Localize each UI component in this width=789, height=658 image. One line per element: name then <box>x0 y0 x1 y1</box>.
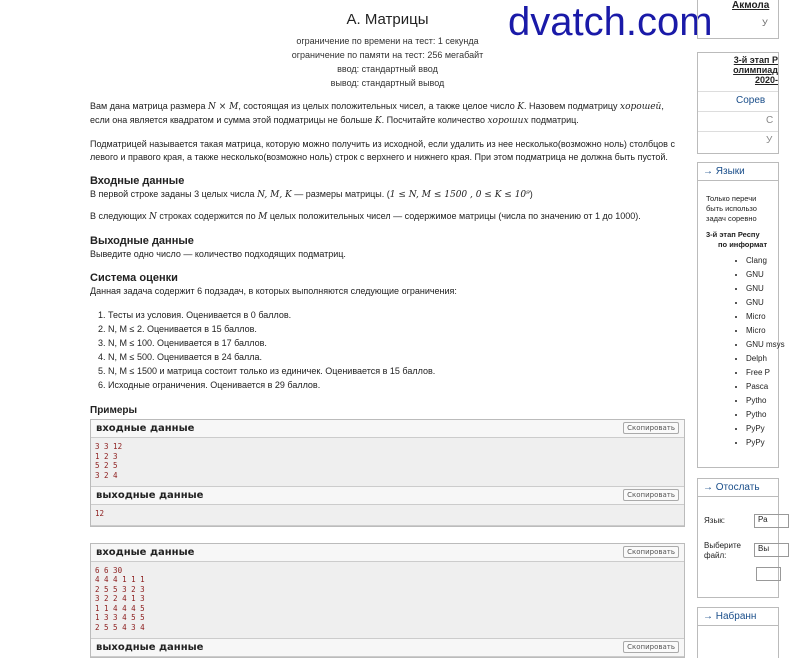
scoring-section-title: Система оценки <box>90 272 685 284</box>
example-output-header <box>91 487 684 505</box>
example-input-label: входные данные <box>96 423 194 434</box>
example-input-header <box>91 544 684 562</box>
favorites-title: → Набранн <box>703 611 756 622</box>
sidebar-top-link[interactable]: Акмола <box>732 0 769 11</box>
example-input-label: входные данные <box>96 547 194 558</box>
example-2 <box>90 543 685 658</box>
input-text: В следующих <box>90 211 149 221</box>
math-k: K <box>375 116 382 126</box>
input-text: — размеры матрицы. ( <box>292 189 390 199</box>
math-n-times-m: N × M <box>208 102 238 112</box>
input-text: строках содержится по <box>157 211 258 221</box>
math-n: N <box>149 212 157 222</box>
languages-list <box>698 254 778 450</box>
sidebar-contest-header <box>697 0 779 39</box>
language-item: • Clang <box>746 254 778 268</box>
term-good: хороших <box>487 116 528 126</box>
languages-contest-name: по информат <box>706 240 778 250</box>
example-output-label: выходные данные <box>96 642 203 653</box>
example-output-text: 12 <box>91 505 684 526</box>
language-item: • Delph <box>746 352 778 366</box>
legend-text: . Посчитайте количество <box>382 115 488 125</box>
input-paragraph-2 <box>90 210 685 224</box>
example-output-header <box>91 639 684 657</box>
example-input-header <box>91 420 684 438</box>
sidebar-submit-box <box>697 478 779 598</box>
input-text: ) <box>530 189 533 199</box>
legend-text: Вам дана матрица размера <box>90 101 208 111</box>
input-file: ввод: стандартный ввод <box>90 62 685 76</box>
legend-text: , состоящая из целых положительных чисел, а также целое число <box>238 101 517 111</box>
contest-name-line: 3-й этап Р <box>714 55 778 65</box>
language-item: • PyPy <box>746 422 778 436</box>
language-item: • Pytho <box>746 394 778 408</box>
submit-language-label: Язык: <box>704 516 725 525</box>
contest-status-text: Сорев <box>736 95 765 106</box>
legend-paragraph-2: Подматрицей называется такая матрица, которую можно получить из исходной, если удалить из нее несколько(возможно ноль) столбцов с левого и правого края, а также несколько(возможно ноль) строк с верхнего и нижнего края. При этом подматрица не должна быть пустой. <box>90 138 685 164</box>
math-nmk: N, M, K <box>257 190 292 200</box>
submit-language-select[interactable]: Ра <box>754 514 789 528</box>
languages-contest-name: 3-й этап Респу <box>706 230 778 240</box>
legend-text: , если она является квадратом и сумма этой подматрицы не больше <box>90 101 664 125</box>
submit-file-button[interactable]: Вы <box>754 543 789 557</box>
output-section-title: Выходные данные <box>90 235 685 247</box>
subtask-item: 6. Исходные ограничения. Оценивается в 29 баллов. <box>108 378 685 392</box>
sidebar-languages-box <box>697 162 779 468</box>
languages-description <box>698 181 778 250</box>
language-item: • GNU <box>746 296 778 310</box>
examples-title: Примеры <box>90 405 685 416</box>
problem-title: A. Матрицы <box>90 11 685 28</box>
contest-row-text: У <box>766 135 772 146</box>
language-item: • Micro <box>746 324 778 338</box>
submit-header <box>698 479 778 497</box>
subtask-item: 1. Тесты из условия. Оценивается в 0 баллов. <box>108 308 685 322</box>
input-paragraph-1 <box>90 188 685 202</box>
submit-file-label: Выберите <box>704 541 741 550</box>
contest-name[interactable] <box>714 55 778 85</box>
language-item: • Pasca <box>746 380 778 394</box>
languages-desc-line: быть использо <box>706 204 778 214</box>
contest-name-line: олимпиад <box>714 65 778 75</box>
term-good: хорошей <box>620 102 661 112</box>
example-1 <box>90 419 685 527</box>
input-text: целых положительных чисел — содержимое матрицы (числа по значению от 1 до 1000). <box>267 211 640 221</box>
favorites-header <box>698 608 778 626</box>
legend-text: . Назовем подматрицу <box>524 101 620 111</box>
copy-output-button[interactable]: Скопировать <box>623 489 679 501</box>
languages-header <box>698 163 778 181</box>
output-file: вывод: стандартный вывод <box>90 76 685 90</box>
problem-limits <box>90 34 685 90</box>
time-limit: ограничение по времени на тест: 1 секунда <box>90 34 685 48</box>
watermark-text: dvatch.com <box>508 0 713 45</box>
contest-row <box>698 131 778 152</box>
input-text: В первой строке заданы 3 целых числа <box>90 189 257 199</box>
math-k: K <box>517 102 524 112</box>
example-output-label: выходные данные <box>96 490 203 501</box>
example-input-text: 3 3 12 1 2 3 5 2 5 3 2 4 <box>91 438 684 487</box>
contest-status-row <box>698 91 778 112</box>
language-item: • GNU <box>746 282 778 296</box>
problem-statement <box>90 0 685 658</box>
language-item: • GNU msys <box>746 338 778 352</box>
legend-paragraph-1 <box>90 100 685 128</box>
subtask-item: 4. N, M ≤ 500. Оценивается в 24 балла. <box>108 350 685 364</box>
contest-row <box>698 111 778 132</box>
submit-title: → Отослать <box>703 482 760 493</box>
copy-input-button[interactable]: Скопировать <box>623 422 679 434</box>
language-item: • PyPy <box>746 436 778 450</box>
math-m: M <box>258 212 267 222</box>
subtask-item: 5. N, M ≤ 1500 и матрица состоит только из единичек. Оценивается в 15 баллов. <box>108 364 685 378</box>
scoring-paragraph: Данная задача содержит 6 подзадач, в которых выполняются следующие ограничения: <box>90 285 685 298</box>
legend-text: подматриц. <box>529 115 579 125</box>
memory-limit: ограничение по памяти на тест: 256 мегабайт <box>90 48 685 62</box>
contest-name-line: 2020- <box>714 75 778 85</box>
math-constraints: 1 ≤ N, M ≤ 1500 , 0 ≤ K ≤ 10⁹ <box>390 190 530 200</box>
submit-button[interactable] <box>756 567 781 581</box>
example-input-text: 6 6 30 4 4 4 1 1 1 2 5 5 3 2 3 3 2 2 4 1 3 1 1 4 4 4 5 1 3 3 4 5 5 2 5 5 4 3 4 <box>91 562 684 640</box>
languages-title: → Языки <box>703 166 745 177</box>
output-paragraph: Выведите одно число — количество подходящих подматриц. <box>90 248 685 261</box>
language-item: • GNU <box>746 268 778 282</box>
languages-desc-line: задач соревно <box>706 214 778 224</box>
subtask-list <box>90 308 685 392</box>
language-item: • Micro <box>746 310 778 324</box>
subtask-item: 2. N, M ≤ 2. Оценивается в 15 баллов. <box>108 322 685 336</box>
contest-row-text: С <box>766 115 773 126</box>
language-item: • Pytho <box>746 408 778 422</box>
languages-desc-line: Только перечи <box>706 194 778 204</box>
sidebar-top-sub: У <box>762 18 768 28</box>
sidebar-favorites-box <box>697 607 779 658</box>
copy-input-button[interactable]: Скопировать <box>623 546 679 558</box>
input-section-title: Входные данные <box>90 175 685 187</box>
sidebar-contest-box <box>697 52 779 154</box>
language-item: • Free P <box>746 366 778 380</box>
copy-output-button[interactable]: Скопировать <box>623 641 679 653</box>
subtask-item: 3. N, M ≤ 100. Оценивается в 17 баллов. <box>108 336 685 350</box>
submit-file-label: файл: <box>704 551 726 560</box>
